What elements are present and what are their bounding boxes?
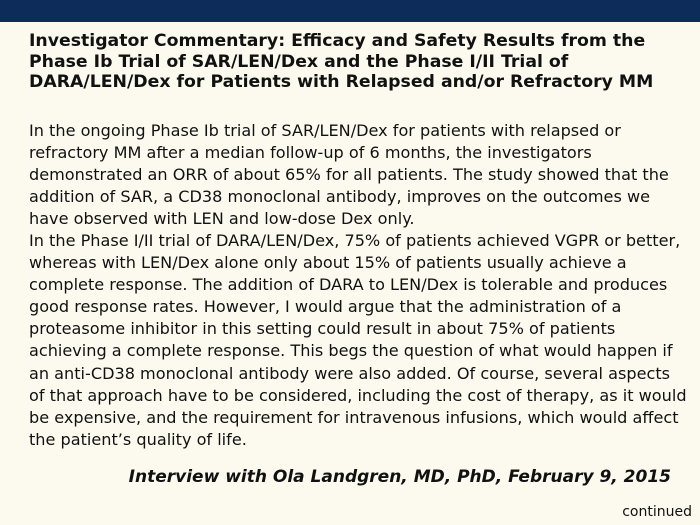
continued-label: continued bbox=[622, 504, 692, 520]
commentary-paragraph-dara: In the Phase I/II trial of DARA/LEN/Dex, 75% of patients achieved VGPR or better, whereas with LEN/Dex alone only about 15% of patients usually achieve a complete response. The addition of DARA to LEN/Dex is tolerable and produces good response rates. However, I would argue that the administration of a proteasome inhibitor in this setting could result in about 75% of patients achieving a complete response. This begs the question of what would happen if an anti-CD38 monoclonal antibody were also added. Of course, several aspects of that approach have to be considered, including the cost of therapy, as it would be expensive, and the requirement for intravenous infusions, which would affect the patient’s quality of life. bbox=[29, 231, 687, 449]
interview-attribution: Interview with Ola Landgren, MD, PhD, February 9, 2015 bbox=[128, 467, 671, 487]
header-bar bbox=[0, 0, 700, 22]
slide-title: Investigator Commentary: Efficacy and Safety Results from the Phase Ib Trial of SAR/LEN/Dex and the Phase I/II Trial of DARA/LEN/Dex for Patients with Relapsed and/or Refractory MM bbox=[29, 31, 654, 92]
commentary-paragraph-sar: In the ongoing Phase Ib trial of SAR/LEN/Dex for patients with relapsed or refractory MM after a median follow-up of 6 months, the investigators demonstrated an ORR of about 65% for all patients. The study showed that the addition of SAR, a CD38 monoclonal antibody, improves on the outcomes we have observed with LEN and low-dose Dex only. bbox=[29, 121, 669, 229]
